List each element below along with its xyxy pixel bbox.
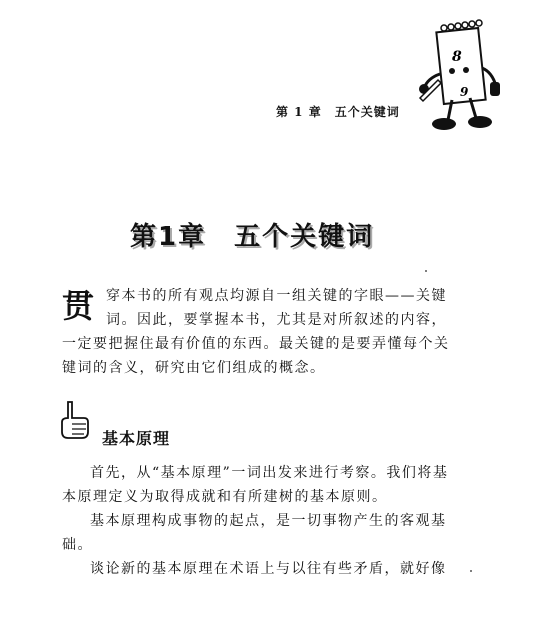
- pointing-hand-icon: [58, 400, 92, 444]
- scan-speck: [425, 270, 427, 272]
- section-body: [62, 461, 462, 581]
- drop-cap: 贯: [62, 287, 96, 325]
- body-paragraph: 首先，从“基本原理”一词出发来进行考察。我们将基本原理定义为取得成就和有所建树的基本原则。: [62, 465, 449, 505]
- intro-paragraph: [62, 284, 462, 380]
- notepad-mascot-illustration: [418, 16, 508, 138]
- running-header: 第 1 章 五个关键词: [276, 105, 400, 119]
- drop-cap-box: [62, 284, 102, 328]
- intro-text: 穿本书的所有观点均源自一组关键的字眼——关键词。因此，要掌握本书，尤其是对所叙述的内容，一定要把握住最有价值的东西。最关键的是要弄懂每个关键词的含义，研究由它们组成的概念。: [62, 288, 450, 376]
- body-paragraph: 基本原理构成事物的起点，是一切事物产生的客观基础。: [62, 513, 447, 553]
- section-heading: 基本原理: [102, 429, 171, 448]
- scan-speck: [470, 570, 472, 572]
- body-paragraph: 谈论新的基本原理在术语上与以往有些矛盾，就好像: [90, 561, 447, 577]
- mascot-top-digit: 8: [452, 49, 462, 65]
- mascot-bottom-digit: 9: [460, 85, 469, 99]
- chapter-title: 第1章 五个关键词: [130, 222, 375, 252]
